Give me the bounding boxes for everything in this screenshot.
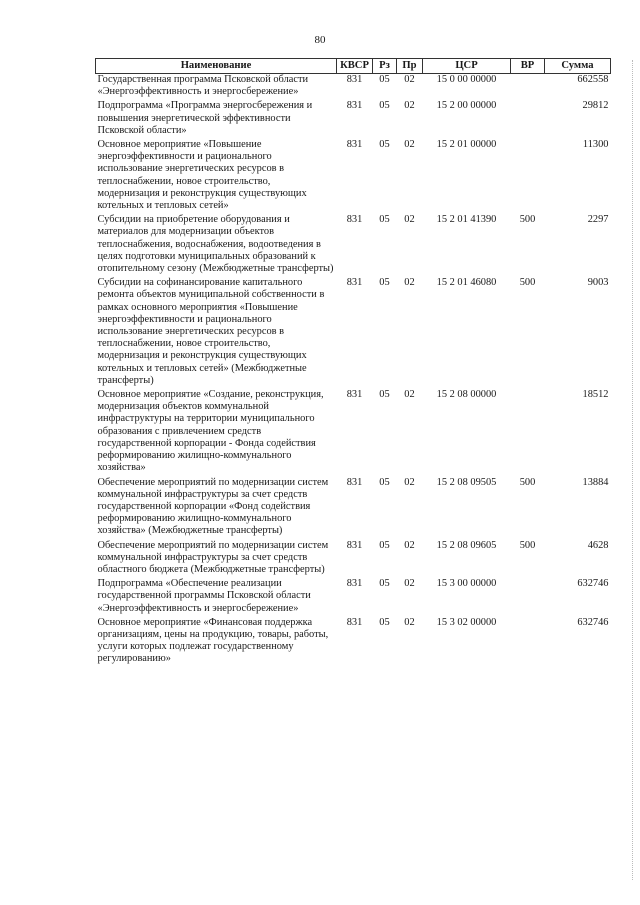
row-vr	[511, 578, 545, 617]
row-name: Обеспечение мероприятий по модернизации систем коммунальной инфраструктуры за счет средств областного бюджета (Межбюджетные трансферты)	[97, 539, 329, 575]
row-rz: 05	[379, 100, 390, 112]
row-rz: 05	[379, 389, 390, 401]
header-name: Наименование	[96, 59, 337, 74]
row-csr: 15 2 08 09505	[436, 476, 497, 488]
budget-table	[95, 58, 611, 668]
row-vr: 500	[519, 476, 536, 488]
row-csr: 15 3 00 00000	[436, 578, 497, 590]
row-vr	[511, 617, 545, 668]
table-row	[96, 617, 611, 668]
table-row	[96, 477, 611, 540]
row-pr: 02	[404, 389, 415, 401]
row-kvsr: 831	[346, 476, 363, 488]
row-csr: 15 2 01 00000	[436, 139, 497, 151]
row-sum: 18512	[582, 389, 609, 401]
row-pr: 02	[404, 139, 415, 151]
row-kvsr: 831	[346, 277, 363, 289]
row-csr: 15 2 01 41390	[436, 214, 497, 226]
row-csr: 15 2 00 00000	[436, 100, 497, 112]
row-rz: 05	[379, 74, 390, 85]
table-row	[96, 139, 611, 214]
table-row	[96, 214, 611, 277]
row-csr: 15 0 00 00000	[436, 74, 497, 85]
row-sum: 632746	[577, 578, 609, 590]
row-vr: 500	[519, 214, 536, 226]
row-sum: 4628	[587, 539, 609, 551]
header-csr: ЦСР	[423, 59, 511, 74]
row-kvsr: 831	[346, 616, 363, 628]
row-rz: 05	[379, 539, 390, 551]
row-csr: 15 2 08 09605	[436, 539, 497, 551]
row-rz: 05	[379, 578, 390, 590]
row-name: Основное мероприятие «Повышение энергоэффективности и рационального использование энергетических ресурсов в теплоснабжении, новое строительство, модернизация и реконструкция существующих котельных и тепловых сетей»	[97, 139, 307, 212]
header-pr: Пр	[397, 59, 423, 74]
row-rz: 05	[379, 616, 390, 628]
row-name: Субсидии на приобретение оборудования и материалов для модернизации объектов теплоснабжения, водоснабжения, водоотведения в целях подготовки муниципальных образований к отопительному сезону (Межбюджетные трансферты)	[97, 214, 334, 275]
row-pr: 02	[404, 100, 415, 112]
row-rz: 05	[379, 277, 390, 289]
row-csr: 15 2 01 46080	[436, 277, 497, 289]
row-kvsr: 831	[346, 389, 363, 401]
row-sum: 632746	[577, 616, 609, 628]
row-name: Основное мероприятие «Финансовая поддержка организациям, цены на продукцию, товары, работы, услуги которых подлежат государственному регулированию»	[97, 616, 329, 665]
row-vr	[511, 100, 545, 139]
row-kvsr: 831	[346, 100, 363, 112]
row-kvsr: 831	[346, 139, 363, 151]
table-row	[96, 277, 611, 389]
table-row	[96, 578, 611, 617]
row-pr: 02	[404, 277, 415, 289]
row-name: Подпрограмма «Обеспечение реализации государственной программы Псковской области «Энергоэффективность и энергосбережение»	[97, 578, 311, 614]
row-pr: 02	[404, 616, 415, 628]
header-vr: ВР	[511, 59, 545, 74]
page-number: 80	[314, 34, 326, 46]
row-pr: 02	[404, 578, 415, 590]
row-sum: 11300	[582, 139, 609, 151]
row-kvsr: 831	[346, 74, 363, 85]
row-pr: 02	[404, 539, 415, 551]
row-pr: 02	[404, 476, 415, 488]
table-header-row	[96, 59, 611, 74]
row-vr	[511, 139, 545, 214]
row-name: Обеспечение мероприятий по модернизации систем коммунальной инфраструктуры за счет средств государственной корпорации «Фонд содействия реформированию жилищно-коммунального хозяйства» (Межбюджетные трансферты)	[97, 476, 329, 537]
row-name: Основное мероприятие «Создание, реконструкция, модернизация объектов коммунальной инфраструктуры на территории муниципального образования с привлечением средств государственной корпорации - Фонда содействия реформированию жилищно-коммунального хозяйства»	[97, 389, 324, 474]
header-sum: Сумма	[545, 59, 611, 74]
row-rz: 05	[379, 139, 390, 151]
row-name: Государственная программа Псковской области «Энергоэффективность и энергосбережение»	[97, 74, 309, 98]
row-name: Субсидии на софинансирование капитального ремонта объектов муниципальной собственности в рамках основного мероприятия «Повышение энергоэффективности и рационального использование энергетических ресурсов в теплоснабжении, новое строительство, модернизация и реконструкция существующих котельных и тепловых сетей» (Межбюджетные трансферты)	[97, 277, 325, 386]
row-sum: 9003	[587, 277, 609, 289]
row-kvsr: 831	[346, 539, 363, 551]
row-kvsr: 831	[346, 214, 363, 226]
row-pr: 02	[404, 74, 415, 85]
row-sum: 29812	[582, 100, 609, 112]
page-edge-divider	[631, 60, 633, 880]
table-row	[96, 540, 611, 579]
row-name: Подпрограмма «Программа энергосбережения и повышения энергетической эффективности Псковской области»	[97, 100, 313, 136]
row-kvsr: 831	[346, 578, 363, 590]
row-vr	[511, 389, 545, 476]
table-row	[96, 74, 611, 101]
header-kvsr: КВСР	[337, 59, 373, 74]
row-sum: 662558	[577, 74, 609, 85]
table-row	[96, 100, 611, 139]
row-vr	[511, 74, 545, 101]
row-vr: 500	[519, 539, 536, 551]
row-sum: 2297	[587, 214, 609, 226]
row-csr: 15 3 02 00000	[436, 616, 497, 628]
header-rz: Рз	[373, 59, 397, 74]
table-row	[96, 389, 611, 476]
row-vr: 500	[519, 277, 536, 289]
row-pr: 02	[404, 214, 415, 226]
row-rz: 05	[379, 476, 390, 488]
row-sum: 13884	[582, 476, 609, 488]
row-csr: 15 2 08 00000	[436, 389, 497, 401]
row-rz: 05	[379, 214, 390, 226]
